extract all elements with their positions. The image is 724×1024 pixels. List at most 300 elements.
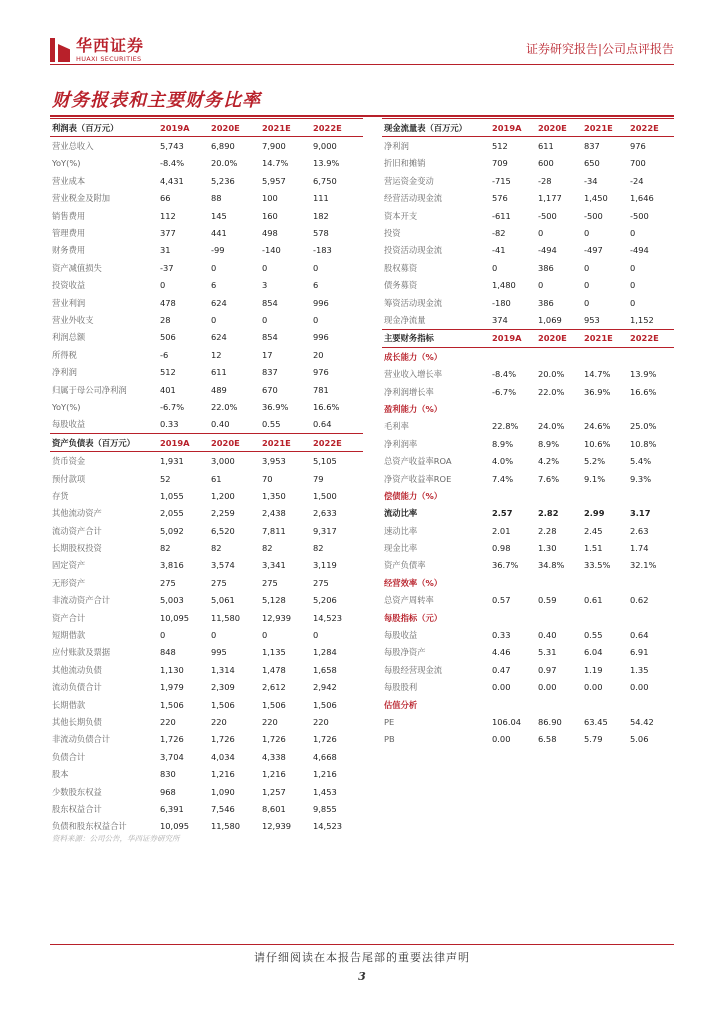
value-cell: 0 (262, 630, 268, 641)
value-cell: 1,480 (492, 280, 516, 291)
value-cell: 0 (262, 314, 268, 325)
value-cell: 0 (584, 228, 590, 239)
value-cell: 25.0% (630, 421, 657, 432)
value-cell: 6.58 (538, 734, 557, 745)
value-cell: -183 (313, 245, 332, 256)
value-cell: 670 (262, 384, 278, 395)
value-cell: 709 (492, 158, 508, 169)
value-cell: -99 (211, 245, 225, 256)
value-cell: 1,216 (313, 769, 337, 780)
table-row (382, 731, 674, 748)
table-header-row (50, 119, 363, 137)
row-label: 投资 (384, 228, 401, 239)
value-cell: 1,200 (211, 490, 235, 501)
value-cell: 20.0% (211, 158, 238, 169)
value-cell: 996 (313, 297, 329, 308)
value-cell: 976 (313, 367, 329, 378)
row-label: 其他流动资产 (52, 508, 102, 519)
table-row (382, 294, 674, 311)
table-row (50, 539, 363, 556)
logo-name-en: HUAXI SECURITIES (76, 55, 142, 63)
table-row (382, 365, 674, 382)
value-cell: 854 (262, 297, 278, 308)
table-row (50, 783, 363, 800)
table-row (50, 679, 363, 696)
table-row (382, 557, 674, 574)
data-source-note: 资料来源：公司公告，华西证券研究所 (52, 834, 180, 843)
row-label: 投资收益 (52, 280, 86, 291)
value-cell: 1,478 (262, 664, 286, 675)
table-row (50, 626, 363, 643)
value-cell: 34.8% (538, 560, 565, 571)
value-cell: 0 (160, 630, 166, 641)
value-cell: 1,284 (313, 647, 337, 658)
row-label: 营业利润 (52, 297, 86, 308)
value-cell: 0 (313, 262, 319, 273)
table-row (50, 416, 363, 434)
value-cell: 2021E (262, 119, 313, 137)
table-row (50, 522, 363, 539)
row-label: 投资活动现金流 (384, 245, 443, 256)
value-cell: 624 (211, 297, 227, 308)
value-cell: 7,900 (262, 141, 286, 152)
value-cell: 28 (160, 314, 171, 325)
company-logo (50, 33, 144, 67)
table-row (382, 311, 674, 329)
value-cell (584, 574, 630, 591)
table-row (382, 452, 674, 469)
value-cell: 611 (211, 367, 227, 378)
value-cell: 968 (160, 786, 176, 797)
value-cell: 275 (160, 577, 176, 588)
title-divider (50, 115, 674, 117)
row-label: 销售费用 (52, 210, 86, 221)
row-label: 固定资产 (52, 560, 86, 571)
value-cell: 106.04 (492, 716, 522, 727)
value-cell: 2021E (584, 329, 630, 347)
value-cell (492, 487, 538, 504)
value-cell: 0 (538, 228, 544, 239)
value-cell: 781 (313, 384, 329, 395)
value-cell: -8.4% (160, 158, 185, 169)
row-label: 折旧和摊销 (384, 158, 426, 169)
table-row (382, 661, 674, 678)
value-cell: 600 (538, 158, 554, 169)
row-label: PB (384, 734, 395, 745)
value-cell: -497 (584, 245, 603, 256)
value-cell: 1,450 (584, 193, 608, 204)
value-cell: -140 (262, 245, 281, 256)
row-label: 净利润 (52, 367, 77, 378)
value-cell: 36.7% (492, 560, 519, 571)
value-cell: 70 (262, 473, 273, 484)
row-label: 非流动负债合计 (52, 734, 111, 745)
value-cell: 6,520 (211, 525, 235, 536)
table-row (50, 311, 363, 328)
value-cell (630, 574, 674, 591)
value-cell: 1,453 (313, 786, 337, 797)
value-cell: 3.17 (630, 508, 651, 519)
logo-mark-icon (50, 36, 70, 64)
value-cell: 512 (492, 141, 508, 152)
value-cell: 220 (160, 716, 176, 727)
value-cell: 995 (211, 647, 227, 658)
value-cell: 1,152 (630, 314, 654, 325)
value-cell: 578 (313, 228, 329, 239)
value-cell: -28 (538, 175, 552, 186)
row-label: 每股净资产 (384, 647, 426, 658)
row-label: 经营活动现金流 (384, 193, 443, 204)
value-cell: -180 (492, 297, 511, 308)
table-row (382, 626, 674, 643)
row-label: 主要财务指标 (382, 329, 492, 347)
value-cell: 8.9% (492, 438, 514, 449)
value-cell: -6 (160, 349, 169, 360)
value-cell: 275 (313, 577, 329, 588)
table-row (382, 435, 674, 452)
row-label: 毛利率 (384, 421, 409, 432)
value-cell: 1,135 (262, 647, 286, 658)
value-cell: 1.30 (538, 543, 557, 554)
row-label: 速动比率 (384, 525, 418, 536)
value-cell: 33.5% (584, 560, 611, 571)
value-cell: -6.7% (160, 401, 185, 412)
value-cell: 160 (262, 210, 278, 221)
value-cell (584, 487, 630, 504)
value-cell: 2022E (630, 329, 674, 347)
header-divider (50, 64, 674, 65)
value-cell: 20 (313, 349, 324, 360)
value-cell: 9.3% (630, 473, 652, 484)
value-cell: 837 (584, 141, 600, 152)
value-cell: -500 (584, 210, 603, 221)
table-row (382, 190, 674, 207)
row-label: 管理费用 (52, 228, 86, 239)
row-label: 股权募资 (384, 262, 418, 273)
value-cell: 12 (211, 349, 222, 360)
value-cell (584, 348, 630, 366)
table-row (50, 190, 363, 207)
row-label: 每股经营现金流 (384, 664, 443, 675)
value-cell: 0.00 (584, 682, 603, 693)
value-cell: 24.0% (538, 421, 565, 432)
value-cell (630, 487, 674, 504)
table-header-row (50, 434, 363, 452)
value-cell: 1.35 (630, 664, 649, 675)
row-label: 财务费用 (52, 245, 86, 256)
row-label: 总资产收益率ROA (384, 456, 452, 467)
value-cell: -37 (160, 262, 174, 273)
table-row (382, 505, 674, 522)
value-cell: 1,506 (160, 699, 184, 710)
value-cell: 0.57 (492, 595, 511, 606)
value-cell: 1,506 (211, 699, 235, 710)
value-cell: 506 (160, 332, 176, 343)
value-cell: 5,743 (160, 141, 184, 152)
value-cell: 10.8% (630, 438, 657, 449)
table-row (50, 592, 363, 609)
value-cell: 182 (313, 210, 329, 221)
value-cell: 79 (313, 473, 324, 484)
value-cell: 7.4% (492, 473, 514, 484)
table-row (50, 487, 363, 504)
value-cell (584, 696, 630, 713)
value-cell: 66 (160, 193, 171, 204)
value-cell: 0 (211, 314, 217, 325)
value-cell: 7,546 (211, 803, 235, 814)
value-cell: 0.00 (630, 682, 649, 693)
row-label: 偿债能力（%） (384, 490, 443, 501)
row-label: 归属于母公司净利润 (52, 384, 127, 395)
value-cell: 576 (492, 193, 508, 204)
value-cell: 1.19 (584, 664, 603, 675)
value-cell: 0 (630, 280, 636, 291)
value-cell: 17 (262, 349, 273, 360)
logo-name-cn: 华西证券 (76, 36, 145, 55)
value-cell: 0 (630, 228, 636, 239)
value-cell: 5,957 (262, 175, 286, 186)
value-cell: 9,855 (313, 803, 337, 814)
value-cell: 3 (262, 280, 268, 291)
table-row (50, 398, 363, 415)
value-cell: 2,942 (313, 682, 337, 693)
value-cell: 1,257 (262, 786, 286, 797)
table-row (382, 242, 674, 259)
row-label: 应付账款及票据 (52, 647, 111, 658)
table-row (50, 557, 363, 574)
value-cell: 20.0% (538, 369, 565, 380)
value-cell: 5.4% (630, 456, 652, 467)
right-financial-table (382, 118, 674, 748)
value-cell (630, 400, 674, 417)
value-cell: 0.55 (262, 419, 281, 430)
row-label: 现金流量表（百万元） (382, 119, 492, 137)
value-cell: 1,506 (262, 699, 286, 710)
table-row (50, 644, 363, 661)
table-row (382, 137, 674, 155)
table-row (382, 207, 674, 224)
row-label: 预付款项 (52, 473, 86, 484)
row-label: 流动负债合计 (52, 682, 102, 693)
value-cell: 976 (630, 141, 646, 152)
value-cell: 0.47 (492, 664, 511, 675)
value-cell: 489 (211, 384, 227, 395)
value-cell: -500 (538, 210, 557, 221)
table-row (382, 539, 674, 556)
row-label: 其他长期负债 (52, 716, 102, 727)
value-cell: 0 (584, 297, 590, 308)
value-cell (492, 609, 538, 626)
row-label: 每股收益 (384, 630, 418, 641)
table-subheader-row (382, 487, 674, 504)
row-label: PE (384, 716, 395, 727)
row-label: 每股指标（元） (384, 612, 443, 623)
value-cell: 16.6% (630, 386, 657, 397)
value-cell (630, 609, 674, 626)
value-cell: 0.55 (584, 630, 603, 641)
table-row (50, 137, 363, 155)
value-cell: 3,000 (211, 456, 235, 467)
value-cell: 7,811 (262, 525, 286, 536)
table-subheader-row (382, 400, 674, 417)
table-row (382, 259, 674, 276)
value-cell: 386 (538, 262, 554, 273)
value-cell: 275 (211, 577, 227, 588)
value-cell: 854 (262, 332, 278, 343)
table-row (50, 329, 363, 346)
value-cell: -715 (492, 175, 511, 186)
row-label: 营业税金及附加 (52, 193, 111, 204)
table-row (50, 259, 363, 276)
value-cell: 1,726 (211, 734, 235, 745)
value-cell: 2.57 (492, 508, 513, 519)
row-label: 估值分析 (384, 699, 418, 710)
value-cell: 10,095 (160, 612, 190, 623)
value-cell: 0.64 (313, 419, 332, 430)
row-label: 现金比率 (384, 543, 418, 554)
value-cell: 2,259 (211, 508, 235, 519)
value-cell: -41 (492, 245, 506, 256)
table-row (50, 172, 363, 189)
value-cell: 4.46 (492, 647, 511, 658)
value-cell: 0.00 (538, 682, 557, 693)
value-cell: 5.06 (630, 734, 649, 745)
row-label: 营业成本 (52, 175, 86, 186)
value-cell: 650 (584, 158, 600, 169)
value-cell (492, 348, 538, 366)
value-cell: 830 (160, 769, 176, 780)
value-cell: 441 (211, 228, 227, 239)
row-label: 负债和股东权益合计 (52, 821, 127, 832)
table-row (50, 452, 363, 470)
value-cell: 0 (211, 262, 217, 273)
value-cell (630, 348, 674, 366)
value-cell: 6,750 (313, 175, 337, 186)
row-label: 股本 (52, 769, 69, 780)
value-cell: 5.79 (584, 734, 603, 745)
value-cell (492, 400, 538, 417)
value-cell: 2,438 (262, 508, 286, 519)
table-row (382, 679, 674, 696)
value-cell: 13.9% (313, 158, 340, 169)
row-label: 货币资金 (52, 456, 86, 467)
value-cell: 1,350 (262, 490, 286, 501)
value-cell: 61 (211, 473, 222, 484)
value-cell: 6.04 (584, 647, 603, 658)
value-cell: 10,095 (160, 821, 190, 832)
row-label: 净利润 (384, 141, 409, 152)
value-cell: 2,633 (313, 508, 337, 519)
table-row (50, 713, 363, 730)
value-cell: 2019A (492, 119, 538, 137)
value-cell: 1,090 (211, 786, 235, 797)
value-cell: 4,668 (313, 751, 337, 762)
table-header-row (382, 119, 674, 137)
value-cell: 5,236 (211, 175, 235, 186)
value-cell: 0 (211, 630, 217, 641)
value-cell: 1,177 (538, 193, 562, 204)
value-cell: 88 (211, 193, 222, 204)
value-cell: 0.64 (630, 630, 649, 641)
value-cell: 0.40 (211, 419, 230, 430)
value-cell: 36.9% (262, 401, 289, 412)
value-cell: -494 (630, 245, 649, 256)
value-cell (538, 696, 584, 713)
value-cell: 2,055 (160, 508, 184, 519)
value-cell: 0.62 (630, 595, 649, 606)
value-cell: -494 (538, 245, 557, 256)
value-cell: 52 (160, 473, 171, 484)
row-label: 所得税 (52, 349, 77, 360)
value-cell: 14.7% (262, 158, 289, 169)
value-cell: 7.6% (538, 473, 560, 484)
value-cell: 0 (630, 297, 636, 308)
row-label: 长期借款 (52, 699, 86, 710)
value-cell (492, 696, 538, 713)
value-cell: 5,206 (313, 595, 337, 606)
value-cell: 11,580 (211, 821, 241, 832)
value-cell: 16.6% (313, 401, 340, 412)
row-label: 其他流动负债 (52, 664, 102, 675)
value-cell: 3,341 (262, 560, 286, 571)
value-cell: 3,953 (262, 456, 286, 467)
value-cell: 100 (262, 193, 278, 204)
value-cell: 611 (538, 141, 554, 152)
value-cell: 2020E (211, 434, 262, 452)
value-cell: 0 (492, 262, 498, 273)
value-cell: 1,130 (160, 664, 184, 675)
value-cell: 2019A (160, 434, 211, 452)
value-cell: 0 (160, 280, 166, 291)
left-financial-table (50, 118, 363, 835)
value-cell (538, 487, 584, 504)
value-cell: 6,391 (160, 803, 184, 814)
value-cell: 31 (160, 245, 171, 256)
value-cell: 6 (313, 280, 319, 291)
row-label: 每股收益 (52, 419, 86, 430)
row-label: 资产负债率 (384, 560, 426, 571)
value-cell: 498 (262, 228, 278, 239)
value-cell: 401 (160, 384, 176, 395)
value-cell: 145 (211, 210, 227, 221)
value-cell: 0.33 (160, 419, 179, 430)
row-label: 无形资产 (52, 577, 86, 588)
section-title: 财务报表和主要财务比率 (52, 90, 261, 111)
value-cell: 220 (262, 716, 278, 727)
table-row (382, 470, 674, 487)
value-cell: 9,000 (313, 141, 337, 152)
value-cell: 2020E (211, 119, 262, 137)
value-cell: 0 (313, 630, 319, 641)
table-row (50, 505, 363, 522)
value-cell: -24 (630, 175, 644, 186)
report-type: 证券研究报告|公司点评报告 (525, 42, 674, 56)
value-cell: 0.00 (492, 734, 511, 745)
value-cell: 14,523 (313, 612, 343, 623)
value-cell: 24.6% (584, 421, 611, 432)
value-cell: 22.0% (211, 401, 238, 412)
value-cell: 4.2% (538, 456, 560, 467)
table-row (50, 609, 363, 626)
value-cell: 4.0% (492, 456, 514, 467)
value-cell: 22.0% (538, 386, 565, 397)
row-label: 营业总收入 (52, 141, 94, 152)
value-cell: -82 (492, 228, 506, 239)
value-cell (584, 400, 630, 417)
value-cell: 82 (313, 543, 324, 554)
value-cell (538, 574, 584, 591)
value-cell: 4,034 (211, 751, 235, 762)
